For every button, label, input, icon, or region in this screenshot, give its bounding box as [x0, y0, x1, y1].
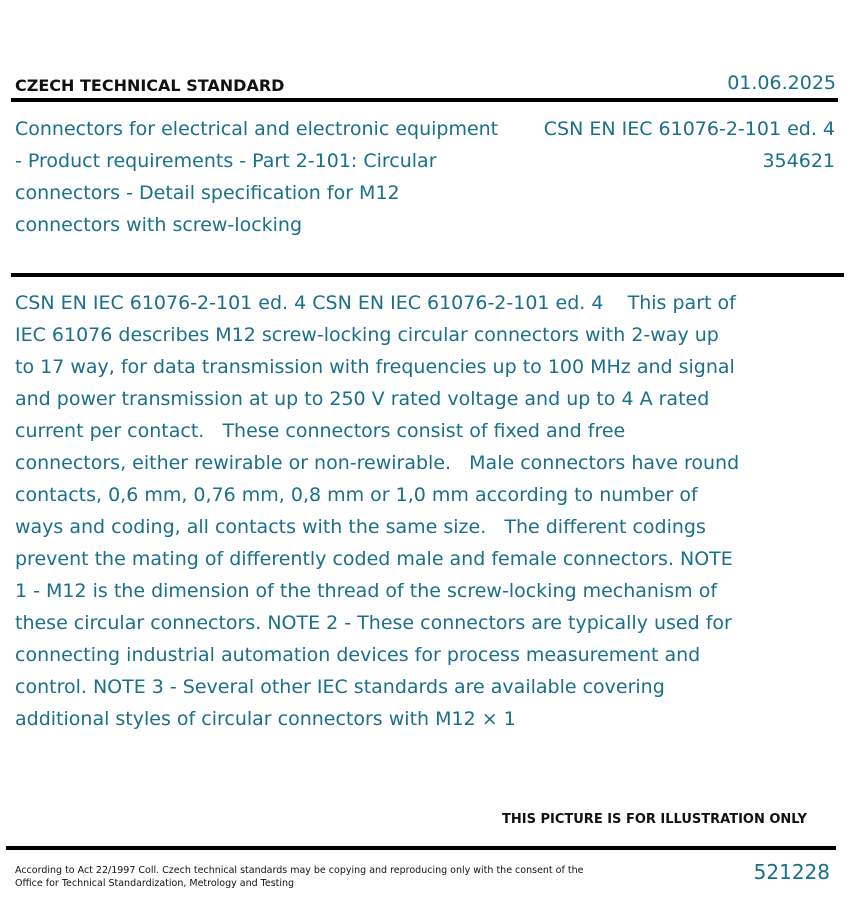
header-title: CZECH TECHNICAL STANDARD [15, 76, 285, 95]
illustration-note: THIS PICTURE IS FOR ILLUSTRATION ONLY [502, 812, 807, 827]
footer-rule [6, 846, 836, 850]
header-rule [11, 98, 838, 102]
footer-legal-text: According to Act 22/1997 Coll. Czech technical standards may be copying and reproducing only with the consent of the Office for Technical Standardization, Metrology and Testing [15, 865, 584, 889]
document-code: CSN EN IEC 61076-2-101 ed. 4 [543, 118, 835, 140]
footer-number: 521228 [753, 860, 830, 884]
section-rule [11, 273, 844, 277]
header-date: 01.06.2025 [727, 72, 836, 94]
document-title: Connectors for electrical and electronic equipment - Product requirements - Part 2-101: Circular connectors - Detail specification for M12 connectors with screw-locking [15, 118, 499, 236]
body-text: CSN EN IEC 61076-2-101 ed. 4 CSN EN IEC 61076-2-101 ed. 4 This part of IEC 61076 describes M12 screw-locking circular connectors with 2-way up to 17 way, for data transmission with frequencies up to 100 MHz and signal and power transmission at up to 250 V rated voltage and up to 4 A rated current per contact. These connectors consist of fixed and free connectors, either rewirable or non-rewirable. Male connectors have round contacts, 0,6 mm, 0,76 mm, 0,8 mm or 1,0 mm according to number of ways and coding, all contacts with the same size. The different codings prevent the mating of differently coded male and female connectors. NOTE 1 - M12 is the dimension of the thread of the screw-locking mechanism of these circular connectors. NOTE 2 - These connectors are typically used for connecting industrial automation devices for process measurement and control. NOTE 3 - Several other IEC standards are available covering additional styles of circular connectors with M12 × 1 [15, 292, 746, 730]
catalog-number: 354621 [762, 150, 835, 172]
document-code-block [544, 113, 835, 177]
